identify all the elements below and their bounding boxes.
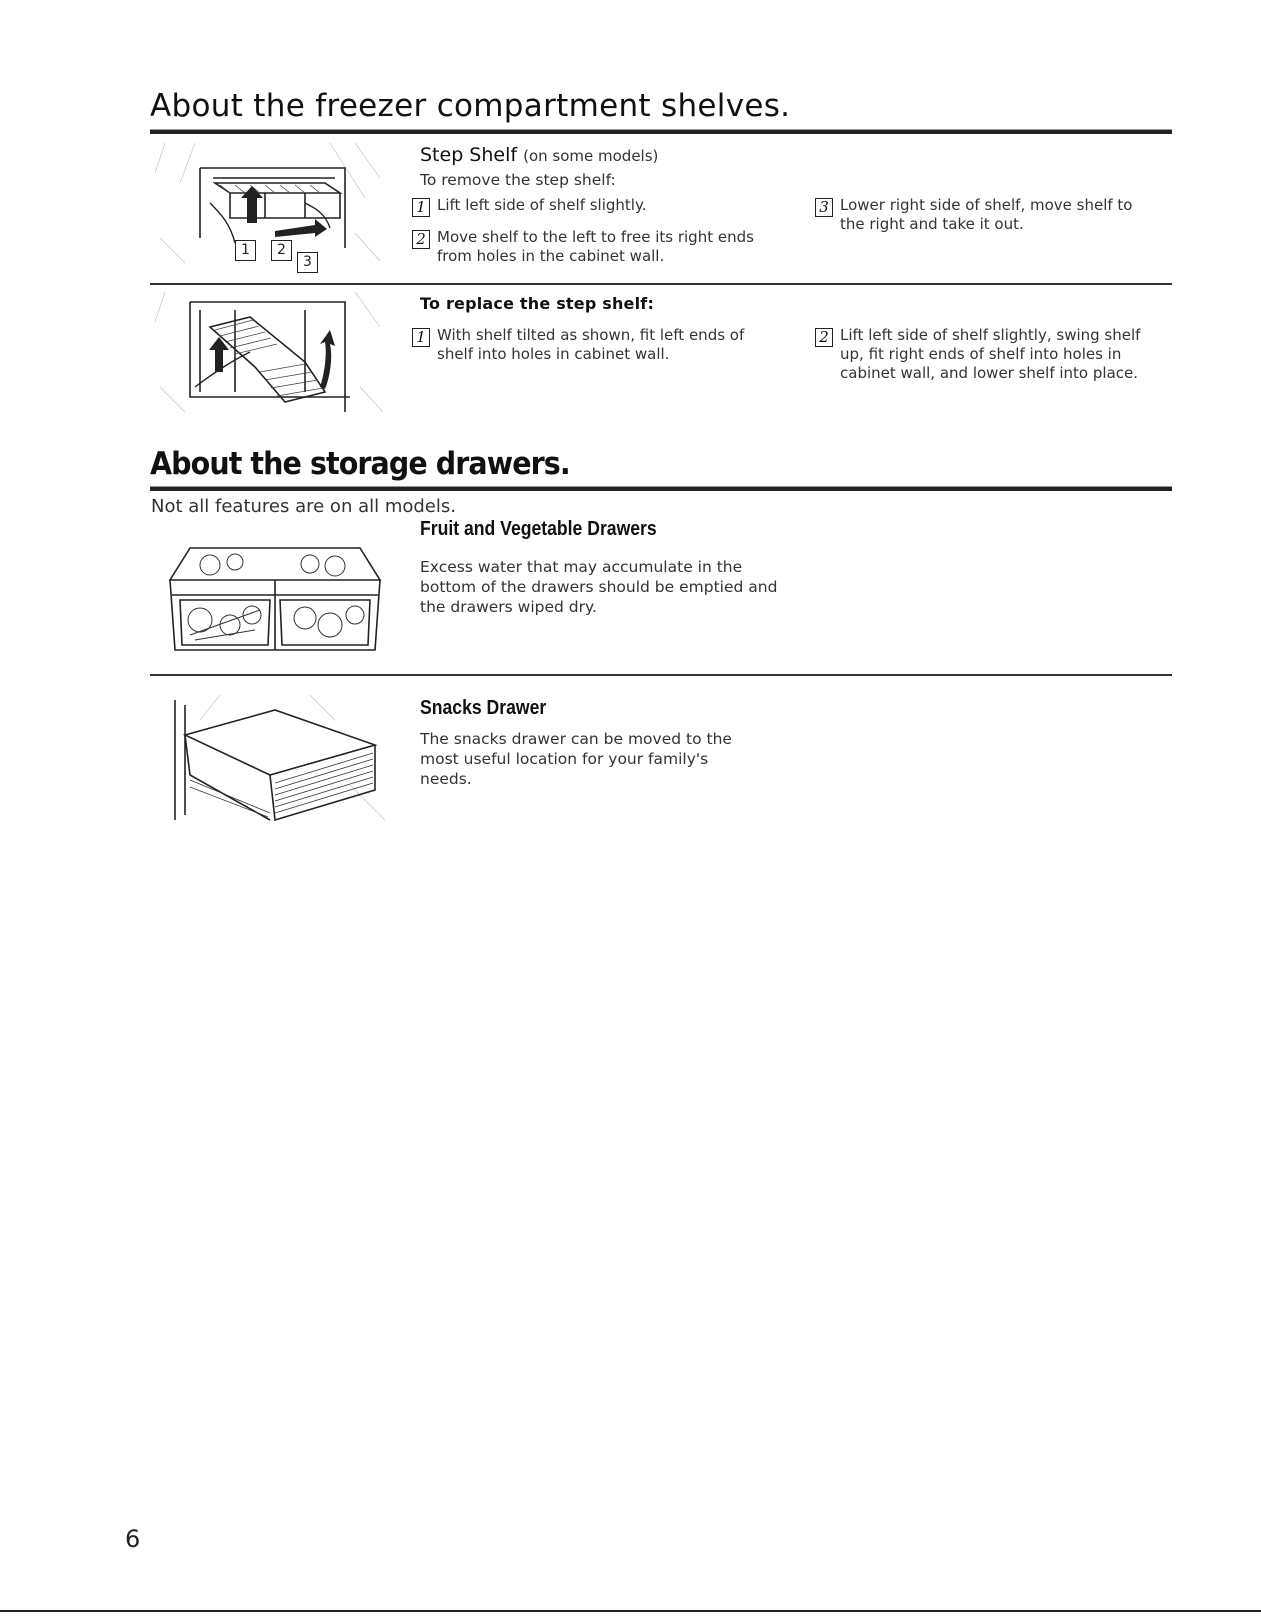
snacks-drawer-illustration [160, 695, 390, 825]
step-text: Lower right side of shelf, move shelf to the right and take it out. [840, 196, 1133, 233]
section-divider [150, 674, 1172, 676]
step-number: 3 [815, 198, 833, 217]
heading-rule [150, 129, 1172, 134]
callout-2: 2 [271, 240, 292, 261]
callout-1: 1 [235, 240, 256, 261]
heading-rule [150, 486, 1172, 491]
drawers-note: Not all features are on all models. [151, 496, 456, 517]
step-shelf-replace-illustration [155, 292, 385, 417]
callout-3: 3 [297, 252, 318, 273]
snacks-drawer-title: Snacks Drawer [420, 697, 547, 719]
freezer-shelves-heading: About the freezer compartment shelves. [150, 88, 791, 124]
step-number: 2 [412, 230, 430, 249]
fruit-drawers-title: Fruit and Vegetable Drawers [420, 518, 657, 540]
snacks-drawer-text: The snacks drawer can be moved to the most useful location for your family's needs. [420, 730, 732, 788]
step-text: Move shelf to the left to free its right ends from holes in the cabinet wall. [437, 228, 754, 265]
step-text: Lift left side of shelf slightly. [437, 196, 647, 214]
step-number: 1 [412, 198, 430, 217]
replace-title: To replace the step shelf: [420, 294, 655, 313]
remove-intro: To remove the step shelf: [420, 171, 616, 189]
fruit-vegetable-drawers-illustration [160, 540, 390, 660]
step-shelf-title-text: Step Shelf [420, 144, 518, 166]
remove-step-1 [412, 196, 782, 215]
step-text: With shelf tilted as shown, fit left ends of shelf into holes in cabinet wall. [437, 326, 745, 363]
replace-step-2 [815, 326, 1160, 383]
remove-step-2 [412, 228, 782, 266]
page-number: 6 [125, 1525, 141, 1553]
step-shelf-note: (on some models) [523, 147, 659, 165]
step-number: 1 [412, 328, 430, 347]
step-shelf-title [420, 144, 658, 166]
section-divider [150, 283, 1172, 285]
step-text: Lift left side of shelf slightly, swing shelf up, fit right ends of shelf into holes in cabinet wall, and lower shelf into place. [840, 326, 1141, 382]
remove-step-3 [815, 196, 1160, 234]
fruit-drawers-text: Excess water that may accumulate in the bottom of the drawers should be emptied and the drawers wiped dry. [420, 558, 778, 616]
storage-drawers-heading: About the storage drawers. [150, 446, 570, 482]
replace-step-1 [412, 326, 782, 364]
page-bottom-edge [0, 1610, 1261, 1612]
step-shelf-removal-illustration [155, 143, 385, 268]
step-number: 2 [815, 328, 833, 347]
